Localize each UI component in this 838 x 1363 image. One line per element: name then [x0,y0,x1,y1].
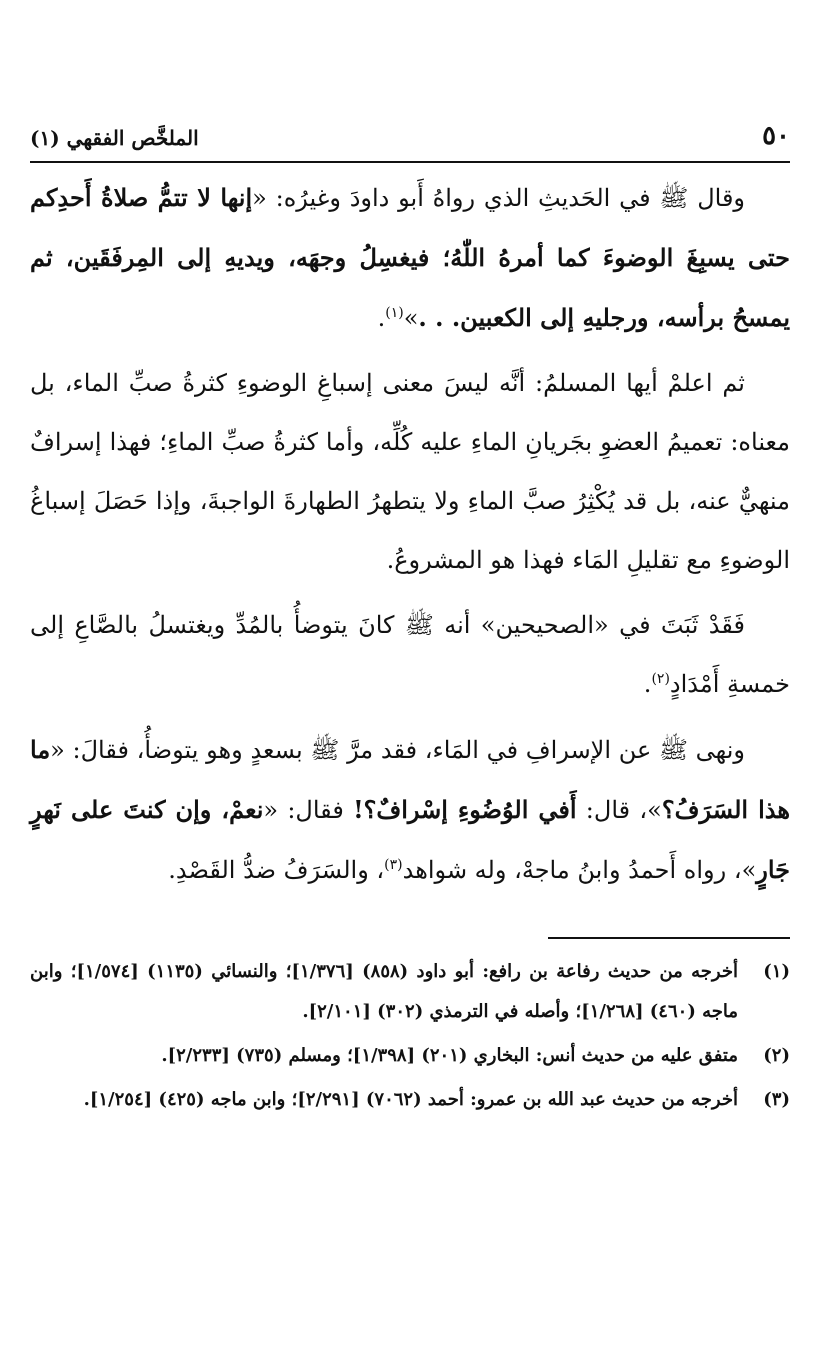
p1-intro: وقال ﷺ في الحَديثِ الذي رواهُ أَبو داودَ وغيرُه: « [252,184,746,212]
p1-close-quote: » [403,304,419,332]
p3-text: فَقَدْ ثَبَتَ في «الصحيحين» أنه ﷺ كانَ يتوضأُ بالمُدِّ ويغتسلُ بالصَّاعِ إلى خمسةِ أَمْدَادٍ [30,611,790,698]
footnote-text: أخرجه من حديث رفاعة بن رافع: أبو داود (٨٥٨) [١/٣٧٦]؛ والنسائي (١١٣٥) [١/٥٧٤]؛ وابن ماجه (٤٦٠) [١/٢٦٨]؛ وأصله في الترمذي (٣٠٢) [٢/١٠١]. [30,961,738,1022]
p4-quote-1: ما هذا السَرَفُ؟ [30,735,791,824]
p4-text-3: فقال: « [263,796,354,824]
paragraph-4 [30,720,790,900]
footnote-ref-2: (٢) [651,671,670,687]
p4-quote-3: نعمْ، وإن كنتَ على نَهرٍ جَارٍ [30,795,790,884]
p4-text-2: »، قال: [576,796,662,824]
p4-quote-2: أَفي الوُضُوءِ إسْرافٌ؟! [353,795,577,824]
footnote-ref-3: (٣) [384,857,403,873]
p3-end: . [643,670,652,698]
p4-text-1: ونهى ﷺ عن الإسرافِ في المَاء، فقد مرَّ ﷺ بسعدٍ وهو يتوضأُ، فقالَ: « [50,736,745,764]
page-number: ٥٠ [762,121,790,151]
footnote-ref-1: (١) [385,305,404,321]
paragraph-3 [30,596,790,714]
footnote-separator [548,937,790,939]
page-header [30,118,790,158]
footnote-number: (٢) [763,1045,790,1066]
header-rule [30,161,790,163]
footnote-text: أخرجه من حديث عبد الله بن عمرو: أحمد (٧٠٦٢) [٢/٢٩١]؛ وابن ماجه (٤٢٥) [١/٢٥٤]. [83,1089,738,1110]
main-text [30,168,790,906]
running-title: الملخَّص الفقهي (١) [30,126,199,150]
paragraph-1 [30,168,790,348]
p4-text-4: »، رواه أَحمدُ وابنُ ماجهْ، وله شواهد [402,856,757,884]
footnotes [30,952,790,1124]
footnote-text: متفق عليه من حديث أنس: البخاري (٢٠١) [١/٣٩٨]؛ ومسلم (٧٣٥) [٢/٢٣٣]. [161,1045,738,1066]
p1-end: . [377,304,386,332]
p4-text-5: ، والسَرَفُ ضدُّ القَصْدِ. [168,856,385,884]
footnote-1 [30,952,790,1032]
footnote-2 [30,1036,790,1076]
p1-hadith-quote: إنها لا تتمُّ صلاةُ أَحدِكم حتى يسبِغَ الوضوءَ كما أمرهُ اللّٰهُ؛ فيغسِلُ وجهَه، ويديهِ إلى المِرفَقَين، ثم يمسحُ برأسه، ورجليهِ إلى الكعبين. . . [30,183,790,332]
paragraph-2: ثم اعلمْ أيها المسلمُ: أنَّه ليسَ معنى إسباغِ الوضوءِ كثرةُ صبِّ الماء، بل معناه: تعميمُ العضوِ بجَريانِ الماءِ عليه كُلِّه، وأما كثرةُ صبِّ الماءِ؛ فهذا إسرافٌ منهيٌّ عنه، بل قد يُكْثِرُ صبَّ الماءِ ولا يتطهرُ الطهارةَ الواجبةَ، وإذا حَصَلَ إسباغُ الوضوءِ مع تقليلِ المَاء فهذا هو المشروعُ. [30,369,790,574]
footnote-number: (٣) [763,1089,790,1110]
footnote-3 [30,1080,790,1120]
footnote-number: (١) [763,961,790,982]
